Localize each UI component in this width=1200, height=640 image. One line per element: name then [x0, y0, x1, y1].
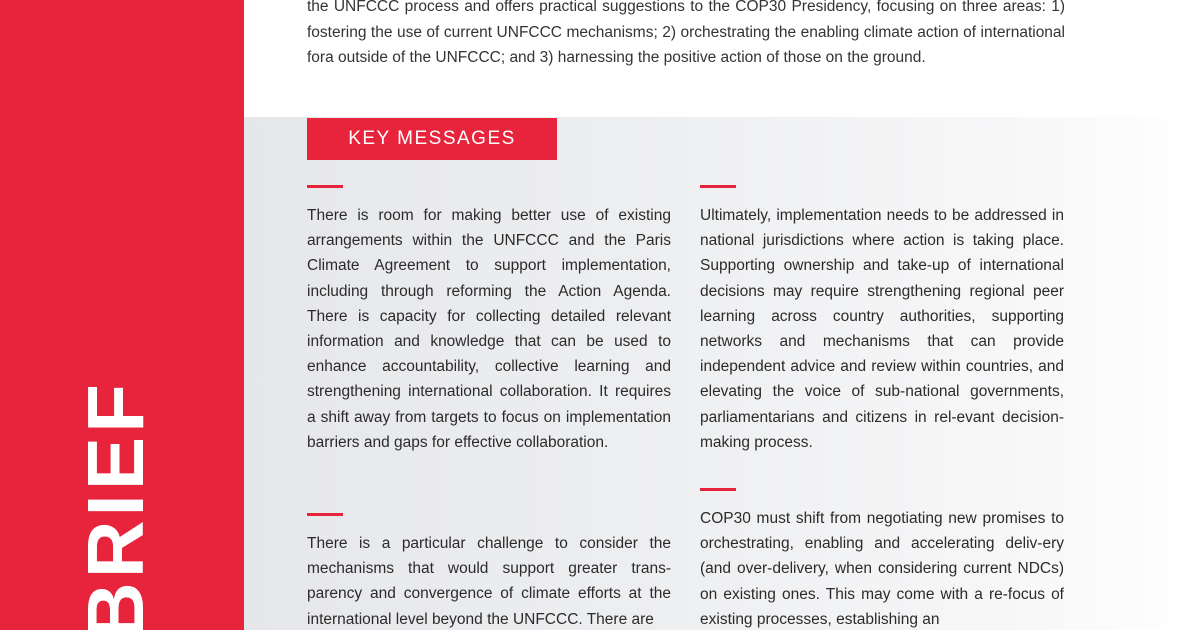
red-rule-divider [307, 513, 343, 516]
sidebar-vertical-title: BRIEF [71, 380, 160, 640]
red-rule-divider [700, 185, 736, 188]
key-message-text: There is a particular challenge to consider the mechanisms that would support greater trans-parency and convergence of climate efforts at the international level beyond the UNFCCC. There are [307, 535, 671, 628]
key-message-text: COP30 must shift from negotiating new promises to orchestrating, enabling and accelerating deliv-ery (and over-delivery, when considering current NDCs) on existing ones. This may come with a re-focus of existing processes, establishing an [700, 510, 1064, 628]
intro-paragraph [307, 0, 1065, 71]
key-message-item [307, 185, 671, 455]
key-message-item [307, 513, 671, 632]
brief-sidebar [0, 0, 244, 640]
key-message-text: Ultimately, implementation needs to be addressed in national jurisdictions where action is taking place. Supporting ownership and take-up of international decisions may require strengthening regional peer learning across country authorities, supporting networks and mechanisms that can provide independent advice and review within countries, and elevating the voice of sub-national governments, parliamentarians and citizens in rel-evant decision-making process. [700, 207, 1064, 451]
key-message-item [700, 488, 1064, 632]
key-message-text: There is room for making better use of existing arrangements within the UNFCCC and the Paris Climate Agreement to support implementation, including through reforming the Action Agenda. There is capacity for collecting detailed relevant information and knowledge that can be used to enhance accountability, collective learning and strengthening international collaboration. It requires a shift away from targets to focus on implementation barriers and gaps for effective collaboration. [307, 207, 671, 451]
key-messages-heading: KEY MESSAGES [307, 118, 557, 160]
red-rule-divider [307, 185, 343, 188]
key-message-item [700, 185, 1064, 455]
red-rule-divider [700, 488, 736, 491]
intro-text: the UNFCCC process and offers practical suggestions to the COP30 Presidency, focusing on three areas: 1) fostering the use of current UNFCCC mechanisms; 2) orchestrating the enabling climate action of international fora outside of the UNFCCC; and 3) harnessing the positive action of those on the ground. [307, 0, 1065, 66]
